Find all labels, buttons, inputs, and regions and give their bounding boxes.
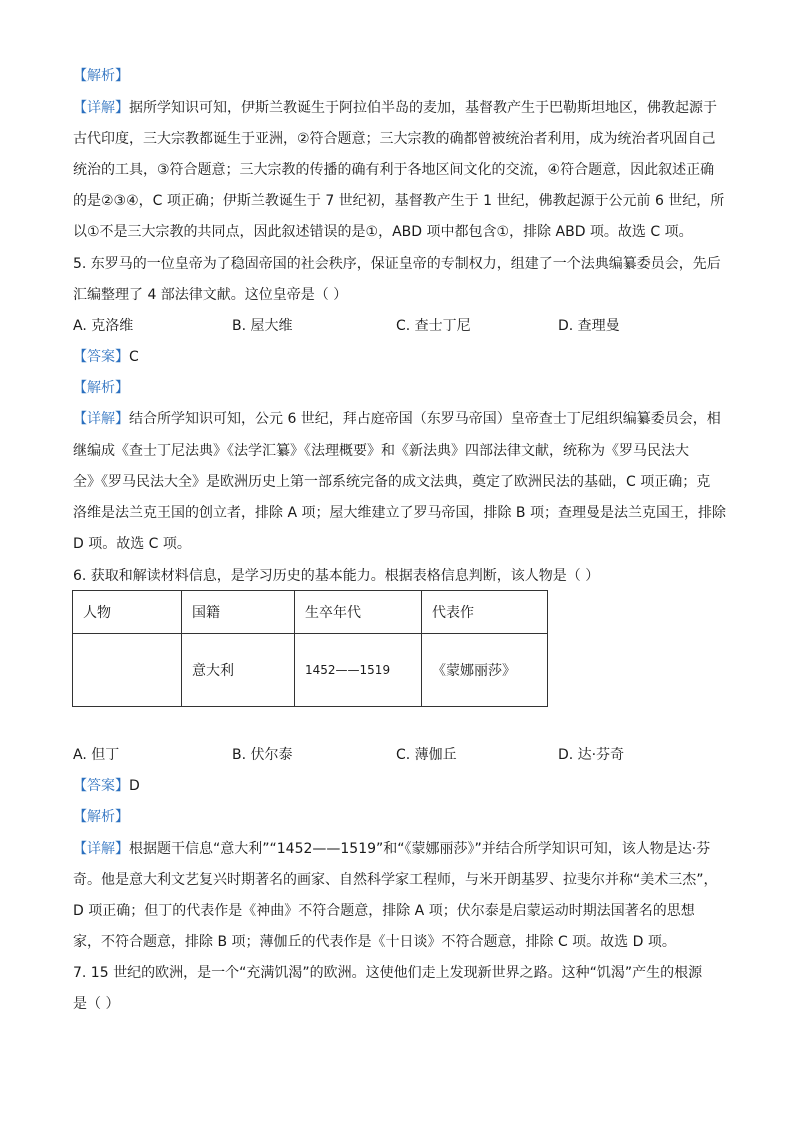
q5-option-b: B. 屋大维 (232, 318, 293, 334)
q5-stem-line-2: 汇编整理了 4 部法律文献。这位皇帝是（ ） (73, 287, 348, 303)
q5-answer: 【答案】C (73, 349, 139, 365)
q6-analysis-label: 【解析】 (73, 809, 129, 825)
q6-detail-line-2: 奇。他是意大利文艺复兴时期著名的画家、自然科学家工程师，与米开朗基罗、拉斐尔并称“美术三杰”， (73, 872, 718, 888)
q5-detail-line-4: 洛维是法兰克王国的创立者，排除 A 项；屋大维建立了罗马帝国，排除 B 项；查理曼是法兰克国王，排除 (73, 505, 726, 521)
q6-header-person: 人物 (73, 591, 182, 634)
q6-table-row (73, 634, 548, 707)
q5-detail-line-5: D 项。故选 C 项。 (73, 536, 191, 552)
q6-option-c: C. 薄伽丘 (396, 747, 457, 763)
q6-info-table (72, 590, 548, 707)
q4-detail-label: 【详解】 (73, 100, 129, 116)
q6-option-b: B. 伏尔泰 (232, 747, 293, 763)
q6-cell-nationality: 意大利 (182, 634, 295, 707)
q6-header-work: 代表作 (422, 591, 548, 634)
q4-detail-line-5: 以①不是三大宗教的共同点，因此叙述错误的是①，ABD 项中都包含①，排除 ABD 项。故选 C 项。 (73, 224, 693, 240)
q5-detail-line-2: 继编成《查士丁尼法典》《法学汇纂》《法理概要》和《新法典》四部法律文献，统称为《罗马民法大 (73, 443, 689, 459)
q6-table-header-row (73, 591, 548, 634)
q6-detail-line-1: 【详解】根据题干信息“意大利”“1452——1519”和“《蒙娜丽莎》”并结合所学知识可知，该人物是达·芬 (73, 841, 711, 857)
q6-detail-line-4: 家，不符合题意，排除 B 项；薄伽丘的代表作是《十日谈》不符合题意，排除 C 项。故选 D 项。 (73, 934, 676, 950)
q7-stem-line-2: 是（ ） (73, 996, 120, 1012)
q6-option-a: A. 但丁 (73, 747, 120, 763)
q4-analysis-label: 【解析】 (73, 68, 129, 84)
q6-header-nationality: 国籍 (182, 591, 295, 634)
q6-option-d: D. 达·芬奇 (558, 747, 625, 763)
q5-detail-line-3: 全》《罗马民法大全》是欧洲历史上第一部系统完备的成文法典，奠定了欧洲民法的基础，C 项正确；克 (73, 474, 711, 490)
q5-option-d: D. 查理曼 (558, 318, 620, 334)
q5-stem-line-1: 5. 东罗马的一位皇帝为了稳固帝国的社会秩序，保证皇帝的专制权力，组建了一个法典编纂委员会，先后 (73, 256, 721, 272)
q6-stem: 6. 获取和解读材料信息，是学习历史的基本能力。根据表格信息判断，该人物是（ ） (73, 568, 600, 584)
q4-detail-line-3: 统治的工具，③符合题意；三大宗教的传播的确有利于各地区间文化的交流，④符合题意，因此叙述正确 (73, 162, 715, 178)
q5-option-c: C. 查士丁尼 (396, 318, 471, 334)
q6-cell-lifespan: 1452——1519 (295, 634, 422, 707)
q6-cell-person (73, 634, 182, 707)
q6-header-lifespan: 生卒年代 (295, 591, 422, 634)
q4-detail-line-1: 【详解】据所学知识可知，伊斯兰教诞生于阿拉伯半岛的麦加，基督教产生于巴勒斯坦地区，佛教起源于 (73, 100, 717, 116)
q5-detail-line-1: 【详解】结合所学知识可知，公元 6 世纪，拜占庭帝国（东罗马帝国）皇帝查士丁尼组织编纂委员会，相 (73, 411, 721, 427)
q5-analysis-label: 【解析】 (73, 380, 129, 396)
q7-stem-line-1: 7. 15 世纪的欧洲，是一个“充满饥渴”的欧洲。这使他们走上发现新世界之路。这种“饥渴”产生的根源 (73, 965, 703, 981)
q6-cell-work: 《蒙娜丽莎》 (422, 634, 548, 707)
q6-answer: 【答案】D (73, 778, 140, 794)
q4-detail-line-4: 的是②③④，C 项正确；伊斯兰教诞生于 7 世纪初，基督教产生于 1 世纪，佛教起源于公元前 6 世纪，所 (73, 193, 725, 209)
q4-detail-line-2: 古代印度，三大宗教都诞生于亚洲，②符合题意；三大宗教的确都曾被统治者利用，成为统治者巩固自己 (73, 131, 716, 147)
q6-detail-line-3: D 项正确；但丁的代表作是《神曲》不符合题意，排除 A 项；伏尔泰是启蒙运动时期法国著名的思想 (73, 903, 695, 919)
q5-detail-label: 【详解】 (73, 411, 129, 427)
q5-option-a: A. 克洛维 (73, 318, 134, 334)
q6-detail-label: 【详解】 (73, 841, 129, 857)
